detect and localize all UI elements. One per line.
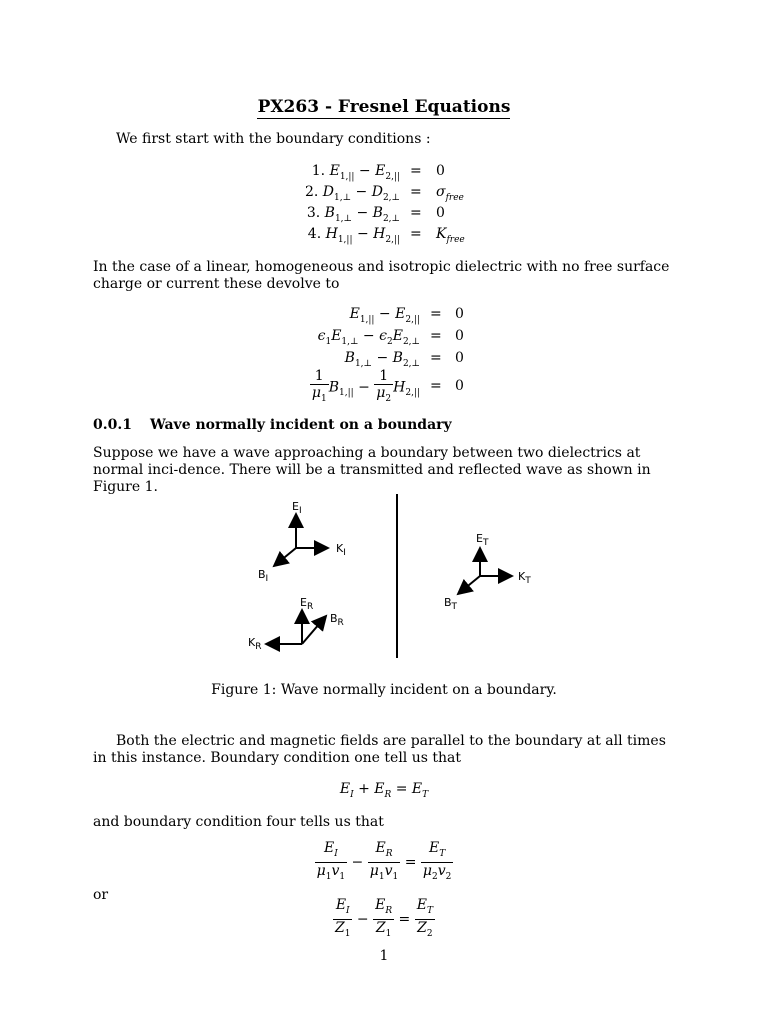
equation-z: $\frac{E_I}{Z_1}$ − $\frac{E_R}{Z_1}$ = $\frac{E_T}{Z_2}$: [334, 897, 433, 939]
bc-2-lhs: 2. $D_{1,\perp} - D_{2,\perp}$: [304, 184, 400, 203]
dev-eq-4-rhs: 0: [455, 378, 464, 394]
title-underline: [257, 118, 510, 119]
bc-3-lhs: 3. $B_{1,\perp} - B_{2,\perp}$: [306, 205, 400, 224]
label-br: $B_R$: [330, 612, 344, 629]
bc-2-rhs: $\sigma_{free}$: [436, 184, 464, 203]
label-er: $E_R$: [300, 596, 314, 613]
label-bi: $B_I$: [258, 568, 269, 585]
bc-1-rhs: 0: [436, 163, 445, 179]
condition-four-text: and boundary condition four tells us that: [93, 814, 384, 830]
bc-1-lhs: 1. $E_{1,||} - E_{2,||}$: [311, 163, 400, 182]
wave-diagram: [230, 488, 560, 668]
section-heading: 0.0.1 Wave normally incident on a boundary: [93, 417, 452, 433]
label-kr: $K_R$: [248, 636, 262, 653]
figure-1: [230, 488, 560, 668]
figure-caption: Figure 1: Wave normally incident on a boundary.: [211, 682, 557, 698]
label-ki: $K_I$: [336, 542, 346, 559]
intro-text: We first start with the boundary conditions :: [116, 131, 431, 147]
dev-eq-4: $\frac{1}{\mu_1}$ $B_{1,||}$ − $\frac{1}{\mu_2}$ $H_{2,||}$: [311, 368, 420, 404]
equation-sum: $E_I + E_R = E_T$: [339, 781, 429, 800]
label-bt: $B_T$: [444, 596, 458, 613]
bc-4-rhs: $K_{free}$: [436, 226, 465, 245]
or-text: or: [93, 887, 109, 903]
bt-arrow: [458, 576, 480, 594]
page-number: 1: [379, 948, 389, 964]
both-paragraph: Both the electric and magnetic fields are parallel to the boundary at all times in this instance. Boundary condition one tell us that: [93, 733, 666, 766]
br-arrow: [302, 616, 326, 644]
equation-mu: $\frac{E_I}{\mu_1v_1}$ − $\frac{E_R}{\mu_1v_1}$ = $\frac{E_T}{\mu_2v_2}$: [316, 840, 452, 882]
bi-arrow: [274, 548, 296, 566]
dev-eq-3-rhs: 0: [455, 350, 464, 366]
dev-eq-3: $B_{1,\perp} - B_{2,\perp}$: [344, 350, 420, 369]
dev-eq-2: $\epsilon_1E_{1,\perp} - \epsilon_2E_{2,\perp}$: [317, 328, 420, 347]
devolved-equations: $E_{1,||} - E_{2,||}$ = 0 $\epsilon_1E_{1,\perp} - \epsilon_2E_{2,\perp}$ = 0 $B_{1,\perp} - B_{2,\perp}$ = 0 $\frac{1}{\mu_1}$ $B_{1,||}$ − $\frac{1}{\mu_2}$ $H_{2,||}$ = 0: [250, 306, 550, 406]
page-title: PX263 - Fresnel Equations: [257, 97, 511, 117]
bc-4-lhs: 4. $H_{1,||} - H_{2,||}$: [307, 226, 400, 245]
label-ei: $E_I$: [292, 500, 302, 517]
label-kt: $K_T$: [518, 570, 531, 587]
label-et: $E_T$: [476, 532, 489, 549]
linear-paragraph: In the case of a linear, homogeneous and isotropic dielectric with no free surface charge or current these devolve to: [93, 259, 670, 292]
bc-3-rhs: 0: [436, 205, 445, 221]
dev-eq-2-rhs: 0: [455, 328, 464, 344]
dev-eq-1-rhs: 0: [455, 306, 464, 322]
suppose-paragraph: Suppose we have a wave approaching a boundary between two dielectrics at normal inci-dence. There will be a transmitted and reflected wave as shown in Figure 1.: [93, 445, 651, 495]
dev-eq-1: $E_{1,||} - E_{2,||}$: [349, 306, 420, 325]
